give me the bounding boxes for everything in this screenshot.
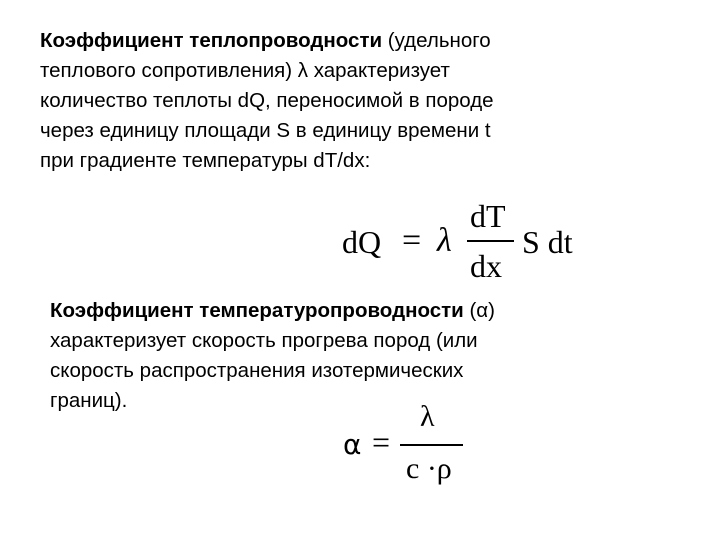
paragraph-line: (удельного (382, 29, 491, 52)
paragraph-line: при градиенте температуры dT/dx: (40, 149, 371, 172)
paragraph-line: (α) (463, 299, 495, 322)
formula-lhs: α (343, 428, 362, 461)
formula-rhs: S dt (522, 224, 573, 260)
paragraph-line: границ). (50, 389, 128, 412)
formula-denominator: c ·ρ (406, 452, 452, 485)
fraction-bar (400, 444, 463, 446)
formula-denominator: dx (470, 248, 502, 284)
formula-equals: = (372, 424, 391, 460)
paragraph-line: количество теплоты dQ, переносимой в породе (40, 89, 494, 112)
formula-equals: = (402, 222, 422, 259)
formula-numerator: dT (470, 198, 506, 234)
paragraph-line: через единицу площади S в единицу времени t (40, 119, 491, 142)
paragraph-line: теплового сопротивления) λ характеризует (40, 59, 450, 82)
formula-lhs: dQ (342, 224, 382, 260)
paragraph-line: характеризует скорость прогрева пород (или (50, 329, 478, 352)
term-thermal-conductivity: Коэффициент теплопроводности (40, 29, 383, 52)
paragraph-line: скорость распространения изотермических (50, 359, 464, 382)
term-thermal-diffusivity: Коэффициент температуропроводности (50, 299, 464, 322)
formula-numerator: λ (420, 400, 435, 433)
formula-coefficient: λ (437, 222, 452, 259)
